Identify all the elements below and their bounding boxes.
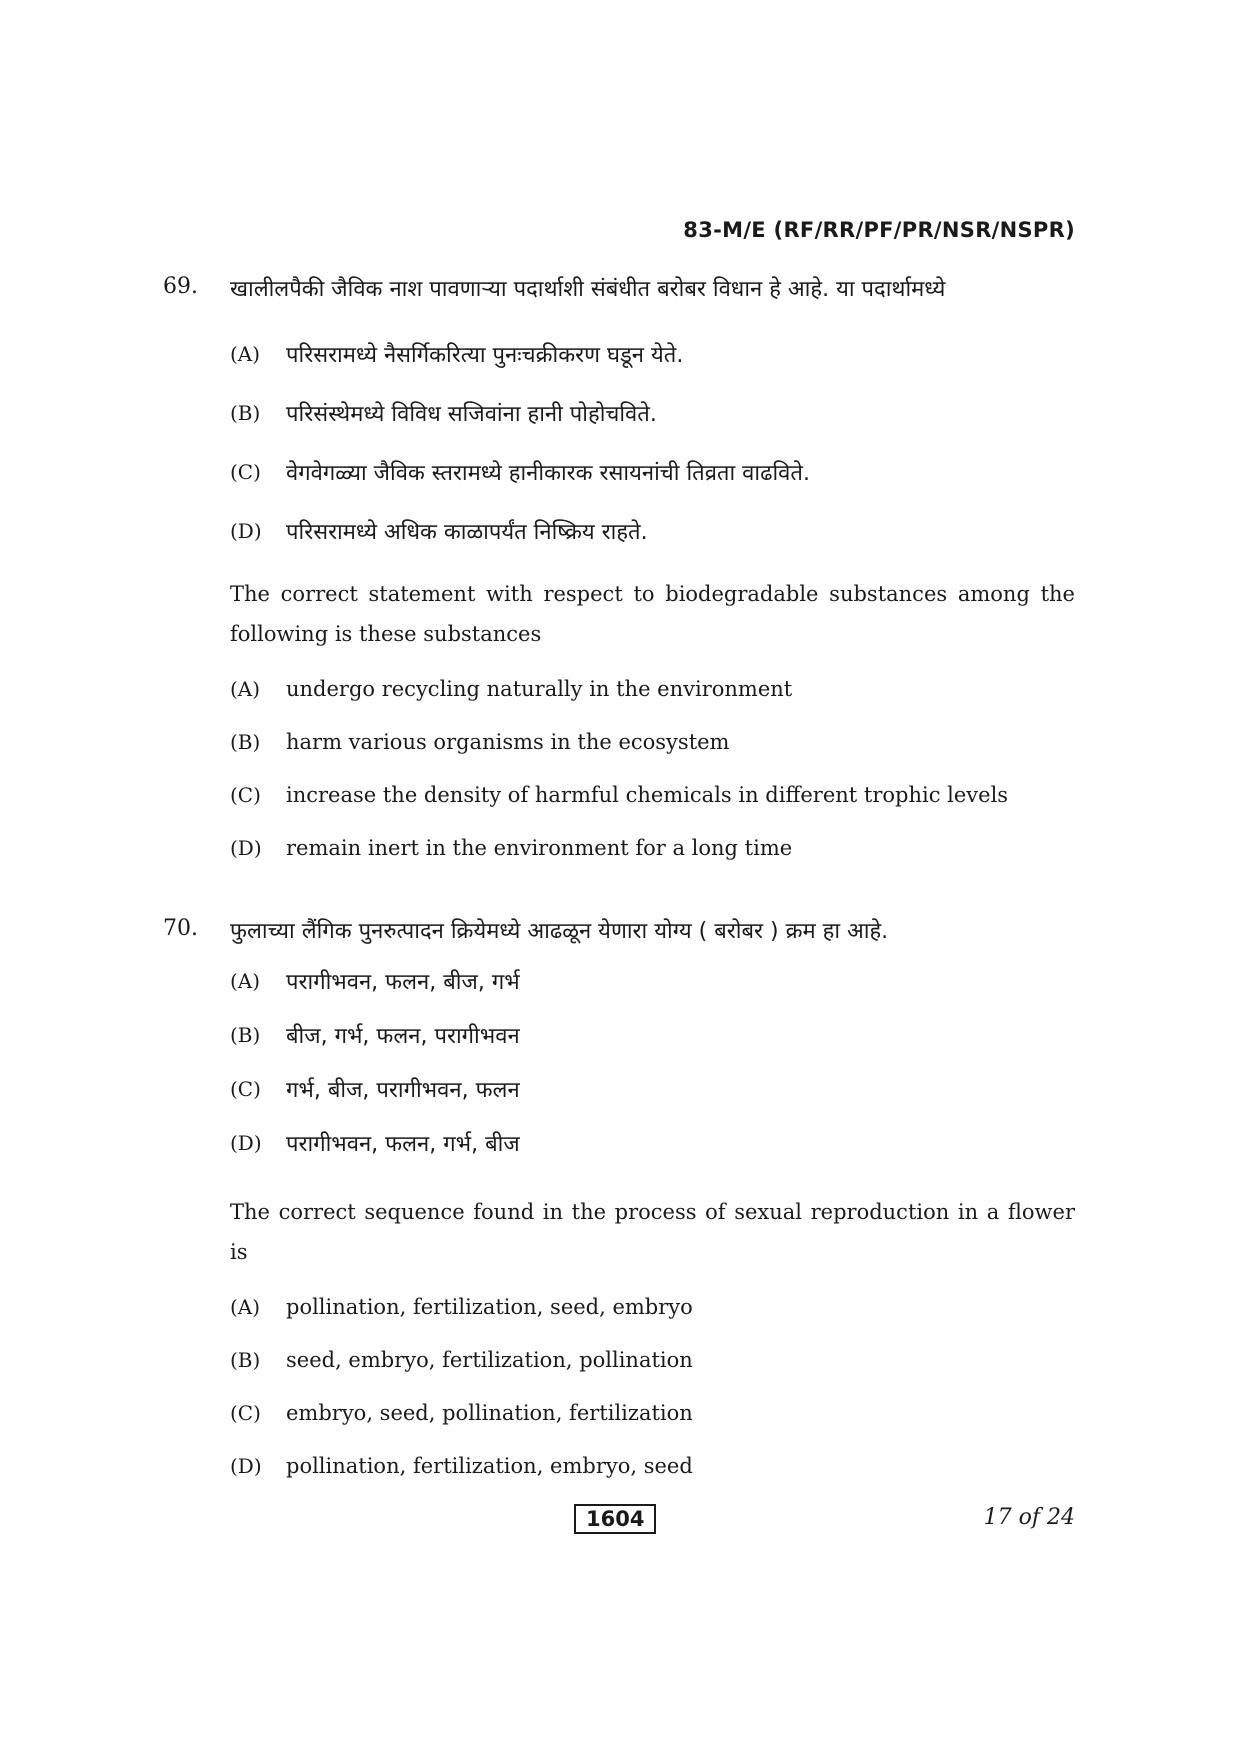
option-c-en (230, 768, 1075, 821)
option-d-mr (230, 501, 1075, 560)
option-label: (D) (230, 518, 262, 543)
question-body (230, 268, 1075, 874)
option-c-en (230, 1386, 1075, 1439)
option-text: परागीभवन, फलन, गर्भ, बीज (286, 1132, 520, 1157)
option-text: remain inert in the environment for a long time (286, 835, 793, 860)
option-text: increase the density of harmful chemicals in different trophic levels (286, 782, 1009, 807)
option-label: (B) (230, 729, 261, 754)
option-label: (C) (230, 782, 261, 807)
option-d-en (230, 821, 1075, 874)
option-d-en (230, 1439, 1075, 1492)
option-text: pollination, fertilization, embryo, seed (286, 1453, 693, 1478)
option-c-mr (230, 1062, 1075, 1116)
option-text: वेगवेगळ्या जैविक स्तरामध्ये हानीकारक रसायनांची तिव्रता वाढविते. (286, 460, 810, 486)
option-label: (D) (230, 835, 262, 860)
question-69 (163, 268, 1075, 874)
option-text: harm various organisms in the ecosystem (286, 729, 730, 754)
question-70 (163, 910, 1075, 1492)
question-stem-marathi: खालीलपैकी जैविक नाश पावणाऱ्या पदार्थाशी संबंधीत बरोबर विधान हे आहे. या पदार्थामध्ये (230, 277, 946, 302)
question-body (230, 910, 1075, 1492)
option-text: परिसरामध्ये नैसर्गिकरित्या पुनःचक्रीकरण घडून येते. (286, 342, 684, 368)
question-number: 69. (163, 274, 198, 299)
option-text: गर्भ, बीज, परागीभवन, फलन (286, 1078, 520, 1103)
option-a-mr (230, 324, 1075, 383)
option-text: embryo, seed, pollination, fertilization (286, 1400, 693, 1425)
option-text: undergo recycling naturally in the environment (286, 676, 793, 701)
option-label: (A) (230, 969, 261, 993)
booklet-code: 1604 (574, 1504, 656, 1534)
question-number: 70. (163, 916, 198, 941)
option-d-mr (230, 1116, 1075, 1170)
option-a-en (230, 1280, 1075, 1333)
option-c-mr (230, 442, 1075, 501)
option-text: बीज, गर्भ, फलन, परागीभवन (286, 1024, 520, 1049)
option-text: परिसंस्थेमध्ये विविध सजिवांना हानी पोहोचविते. (286, 401, 657, 427)
option-label: (C) (230, 1400, 261, 1425)
option-b-mr (230, 1008, 1075, 1062)
option-text: परागीभवन, फलन, बीज, गर्भ (286, 970, 520, 995)
option-label: (C) (230, 459, 261, 484)
question-stem-marathi: फुलाच्या लैंगिक पुनरुत्पादन क्रियेमध्ये आढळून येणारा योग्य ( बरोबर ) क्रम हा आहे. (230, 919, 889, 944)
option-label: (A) (230, 1294, 261, 1319)
option-b-mr (230, 383, 1075, 442)
options-marathi (230, 954, 1075, 1170)
options-marathi (230, 324, 1075, 560)
option-b-en (230, 1333, 1075, 1386)
option-label: (D) (230, 1453, 262, 1478)
option-label: (B) (230, 400, 261, 425)
options-english (230, 1280, 1075, 1492)
option-label: (B) (230, 1347, 261, 1372)
page-number: 17 of 24 (983, 1505, 1075, 1530)
question-stem-english: The correct statement with respect to biodegradable substances among the following is these substances (230, 582, 1075, 646)
option-label: (B) (230, 1023, 261, 1047)
paper-code: 83-M/E (RF/RR/PF/PR/NSR/NSPR) (683, 218, 1075, 242)
option-text: pollination, fertilization, seed, embryo (286, 1294, 693, 1319)
option-b-en (230, 715, 1075, 768)
option-label: (D) (230, 1131, 262, 1155)
question-stem-english: The correct sequence found in the process of sexual reproduction in a flower is (230, 1200, 1075, 1264)
option-label: (A) (230, 341, 261, 366)
option-label: (A) (230, 676, 261, 701)
option-a-en (230, 662, 1075, 715)
option-text: seed, embryo, fertilization, pollination (286, 1347, 693, 1372)
option-text: परिसरामध्ये अधिक काळापर्यंत निष्क्रिय राहते. (286, 519, 648, 545)
option-label: (C) (230, 1077, 261, 1101)
options-english (230, 662, 1075, 874)
option-a-mr (230, 954, 1075, 1008)
